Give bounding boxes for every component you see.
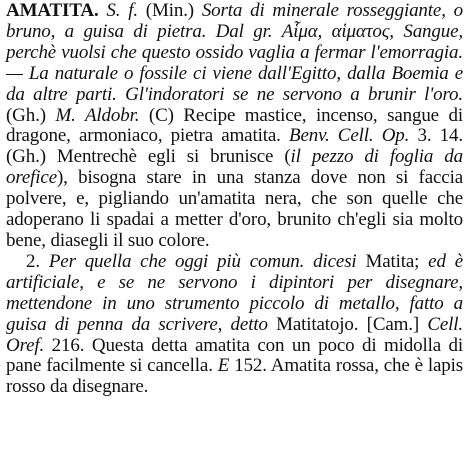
greek-etymon: Αἷμα, αἱματος, <box>281 20 394 42</box>
source-ref-e: E <box>217 355 230 377</box>
sense-2-citation-1: Questa detta amatita con un poco di midolla di pane facilmente si cancella. <box>6 334 464 377</box>
source-ref-cam: [Cam.] <box>366 313 420 335</box>
source-ref-benv-number: 3. 14. <box>417 125 463 147</box>
source-ref-cell-number: 216. <box>51 334 85 356</box>
citation-1: Recipe mastice, incenso, sangue di dragone, armoniaco, pietra amatita. <box>6 104 464 147</box>
headword: AMATITA. <box>6 0 99 21</box>
citation-2-end: ), bisogna stare in una stanza dove non si faccia polvere, e, pigliando un'amatita nera, che son quelle che adoperano li spadai a metter d'oro, brunito ch'egli sia molto bene, diasegli il suo colore. <box>6 167 463 251</box>
source-ref-e-number: 152. <box>234 355 267 377</box>
sense-2-definition-part-1: Per quella che oggi più comun. dicesi <box>48 250 357 272</box>
source-ref-gh-2: (Gh.) <box>6 146 46 168</box>
word-matitatojo: Matitatojo. <box>276 313 359 335</box>
word-matita: Matita; <box>365 250 420 272</box>
domain-label: (Min.) <box>145 0 194 21</box>
source-ref-c: (C) <box>148 104 174 126</box>
definition-part-1: Sorta di minerale rosseggiante, o bruno, a guisa di pietra. Dal gr. <box>6 0 463 42</box>
source-ref-cell-oref: Cell. Oref. <box>6 313 463 356</box>
entry-amatita <box>6 1 463 252</box>
definition-part-2: Sangue, perchè vuolsi che questo ossido vaglia a fermar l'emorragia. — La naturale o fossile ci viene dall'Egitto, dalla Boemia e da altre parti. Gl'indoratori se ne servono a brunir l'oro. <box>6 20 463 105</box>
source-ref-gh: (Gh.) <box>6 104 46 126</box>
sense-2 <box>6 252 463 398</box>
grammar-label: S. f. <box>106 0 138 21</box>
citation-2-start: Mentrechè egli si brunisce ( <box>56 146 291 168</box>
citation-2-italic: il pezzo di foglia da orefice <box>6 146 463 189</box>
sense-2-citation-2: Amatita rossa, che è lapis rosso da disegnare. <box>6 355 464 398</box>
source-ref-benv-cell: Benv. Cell. Op. <box>288 125 410 147</box>
sense-number: 2. <box>26 250 40 272</box>
source-ref-aldobr: M. Aldobr. <box>55 104 140 126</box>
sense-2-definition-part-2: ed è artificiale, e se ne servono i dipintori per disegnare, mettendone in uno strumento piccolo di metallo, fatto a guisa di penna da scrivere, detto <box>6 250 463 335</box>
